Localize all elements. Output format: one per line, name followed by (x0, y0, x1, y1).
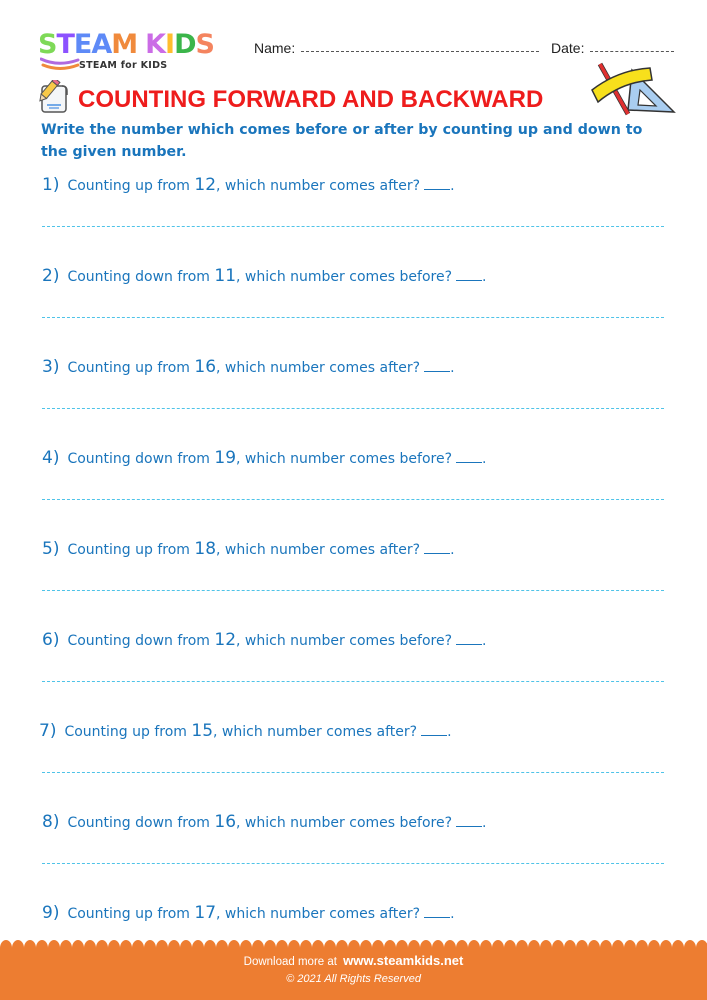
logo-letter: D (174, 29, 196, 60)
worksheet-title: COUNTING FORWARD AND BACKWARD (78, 86, 544, 113)
answer-line[interactable] (42, 681, 664, 682)
question-end: . (450, 178, 455, 194)
footer-copyright: © 2021 All Rights Reserved (286, 973, 421, 985)
answer-line[interactable] (42, 408, 664, 409)
date-label: Date: (551, 40, 585, 56)
answer-line[interactable] (42, 772, 664, 773)
question-1 (42, 175, 455, 195)
logo-tagline: STEAM for KIDS (79, 60, 168, 71)
logo-wordmark (38, 30, 214, 60)
question-text: , which number comes before? (236, 269, 452, 285)
question-number: 7) (39, 721, 57, 741)
question-text: Counting up from (64, 724, 187, 740)
footer-download-text: Download more at (243, 956, 337, 968)
ruler-triangle-pencil-icon (588, 60, 676, 116)
question-text: , which number comes after? (216, 542, 421, 558)
answer-blank[interactable] (456, 280, 482, 281)
steam-kids-logo (38, 30, 238, 70)
question-value: 11 (214, 266, 237, 286)
logo-letter: M (111, 29, 138, 60)
question-text: Counting down from (67, 269, 210, 285)
question-5 (42, 539, 455, 559)
logo-letter: A (91, 29, 112, 60)
question-8 (42, 812, 486, 832)
question-end: . (482, 633, 487, 649)
question-number: 1) (42, 175, 60, 195)
answer-blank[interactable] (421, 735, 447, 736)
question-value: 17 (194, 903, 217, 923)
footer-download (0, 953, 707, 968)
logo-letter: E (73, 29, 92, 60)
question-value: 12 (194, 175, 217, 195)
question-end: . (447, 724, 452, 740)
pencil-paper-icon (36, 80, 72, 114)
question-text: Counting down from (67, 633, 210, 649)
question-text: Counting down from (67, 451, 210, 467)
question-text: , which number comes after? (216, 906, 421, 922)
question-9 (42, 903, 455, 923)
answer-blank[interactable] (424, 189, 450, 190)
question-number: 6) (42, 630, 60, 650)
question-number: 5) (42, 539, 60, 559)
name-field[interactable] (254, 40, 539, 56)
name-label: Name: (254, 40, 296, 56)
question-end: . (482, 451, 487, 467)
question-3 (42, 357, 455, 377)
answer-line[interactable] (42, 226, 664, 227)
answer-blank[interactable] (456, 826, 482, 827)
question-6 (42, 630, 486, 650)
answer-line[interactable] (42, 590, 664, 591)
footer-site-link[interactable]: www.steamkids.net (343, 953, 464, 968)
answer-blank[interactable] (456, 462, 482, 463)
question-text: , which number comes after? (216, 360, 421, 376)
logo-letter: K (145, 29, 166, 60)
question-text: , which number comes before? (236, 451, 452, 467)
question-text: Counting up from (67, 360, 190, 376)
question-text: Counting up from (67, 542, 190, 558)
logo-swoosh-icon (40, 57, 80, 71)
question-text: , which number comes after? (213, 724, 418, 740)
name-input-line[interactable] (301, 51, 539, 52)
date-input-line[interactable] (590, 51, 674, 52)
question-end: . (450, 360, 455, 376)
question-text: Counting down from (67, 815, 210, 831)
logo-letter: S (38, 29, 57, 60)
logo-letter: I (165, 29, 175, 60)
question-value: 15 (191, 721, 214, 741)
answer-blank[interactable] (456, 644, 482, 645)
question-value: 16 (214, 812, 237, 832)
question-2 (42, 266, 486, 286)
question-end: . (482, 815, 487, 831)
question-number: 9) (42, 903, 60, 923)
question-7 (39, 721, 452, 741)
question-number: 2) (42, 266, 60, 286)
question-number: 4) (42, 448, 60, 468)
logo-letter: S (195, 29, 214, 60)
logo-letter: T (56, 29, 74, 60)
question-value: 19 (214, 448, 237, 468)
answer-blank[interactable] (424, 371, 450, 372)
question-value: 12 (214, 630, 237, 650)
worksheet-instructions: Write the number which comes before or after by counting up and down to the given number. (41, 122, 643, 160)
question-end: . (450, 906, 455, 922)
question-text: Counting up from (67, 906, 190, 922)
answer-line[interactable] (42, 863, 664, 864)
answer-blank[interactable] (424, 917, 450, 918)
question-number: 8) (42, 812, 60, 832)
question-text: Counting up from (67, 178, 190, 194)
question-text: , which number comes before? (236, 815, 452, 831)
question-end: . (482, 269, 487, 285)
question-value: 18 (194, 539, 217, 559)
question-value: 16 (194, 357, 217, 377)
question-number: 3) (42, 357, 60, 377)
date-field[interactable] (551, 40, 674, 56)
question-4 (42, 448, 486, 468)
answer-line[interactable] (42, 317, 664, 318)
question-text: , which number comes after? (216, 178, 421, 194)
answer-line[interactable] (42, 499, 664, 500)
question-end: . (450, 542, 455, 558)
answer-blank[interactable] (424, 553, 450, 554)
question-text: , which number comes before? (236, 633, 452, 649)
